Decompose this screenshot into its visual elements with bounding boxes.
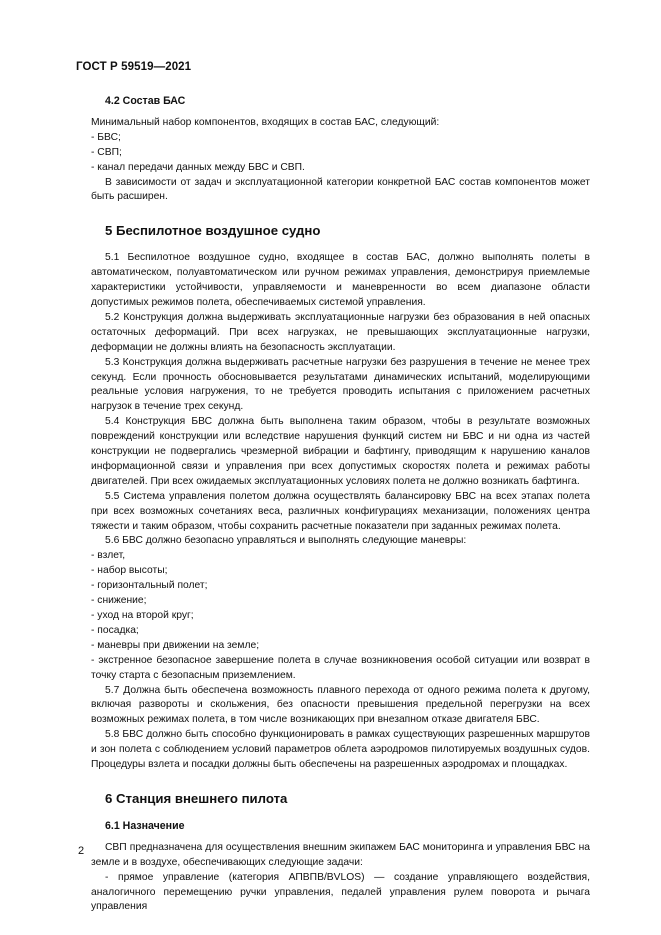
paragraph: 5.3 Конструкция должна выдерживать расчетные нагрузки без разрушения в течение не менее трех секунд. Если прочность обосновывается результатами динамических испытаний, моделирующими реальные условия нагружения, то не требуется проводить испытания с приложением расчетных нагрузок в течение трех секунд.: [91, 356, 590, 413]
paragraph: 5.1 Беспилотное воздушное судно, входящее в состав БАС, должно выполнять полеты в автоматическом, полуавтоматическом или ручном режимах управления, демонстрируя приемлемые характеристики устойчивости, управляемости и маневренности во всем диапазоне области допустимых режимов полета, обеспечиваемых системой управления.: [91, 252, 590, 308]
list-item: - СВП;: [91, 146, 122, 158]
section-6-1-heading: 6.1 Назначение: [105, 819, 185, 832]
page-content: [91, 94, 590, 915]
paragraph: 5.7 Должна быть обеспечена возможность плавного перехода от одного режима полета к другому, включая развороты и скольжения, без опасности превышения предельной перегрузки на всех возможных режимах полета, в том числе возникающих при внезапном отказе двигателя БВС.: [91, 684, 590, 726]
list-item: - маневры при движении на земле;: [91, 639, 260, 651]
section-4-2-heading: 4.2 Состав БАС: [105, 95, 186, 107]
list-item: - взлет,: [91, 550, 126, 562]
document-code: ГОСТ Р 59519—2021: [76, 61, 192, 73]
section-6-heading: 6 Станция внешнего пилота: [105, 790, 288, 806]
paragraph: СВП предназначена для осуществления внешним экипажем БАС мониторинга и управления БВС на земле и в воздухе, обеспечивающих следующие задачи:: [91, 841, 590, 868]
paragraph: Минимальный набор компонентов, входящих в состав БАС, следующий:: [91, 116, 440, 128]
list-item: - посадка;: [91, 624, 139, 636]
paragraph: 5.6 БВС должно безопасно управляться и выполнять следующие маневры:: [105, 535, 467, 547]
list-item: - БВС;: [91, 131, 121, 143]
paragraph: В зависимости от задач и эксплуатационной категории конкретной БАС состав компонентов может быть расширен.: [91, 176, 590, 203]
list-item: - экстренное безопасное завершение полета в случае возникновения особой ситуации или возврат в точку старта с безопасным приземлением.: [91, 654, 590, 681]
list-item: - снижение;: [91, 595, 147, 607]
list-item: - канал передачи данных между БВС и СВП.: [91, 161, 305, 173]
paragraph: 5.5 Система управления полетом должна осуществлять балансировку БВС на всех этапах полета при всех возможных сочетаниях веса, различных конфигурациях механизации, положениях центра тяжести и таким образом, чтобы сохранить расчетные показатели при заданных режимах полета.: [91, 490, 590, 532]
list-item: - горизонтальный полет;: [91, 580, 208, 592]
paragraph: 5.8 БВС должно быть способно функционировать в рамках существующих разрешенных маршрутов и зон полета с соблюдением условий параметров облета аэродромов пилотируемых воздушных судов. Процедуры взлета и посадки должны быть обеспечены на разрешенных аэродромах и площадках.: [91, 729, 590, 771]
list-item: - набор высоты;: [91, 565, 168, 577]
paragraph: 5.4 Конструкция БВС должна быть выполнена таким образом, чтобы в результате возможных повреждений конструкции или вследствие нарушения функций систем ни БВС и ни одна из частей конструкции не подвергались чрезмерной вибрации и бафтингу, приводящим к нарушению каналов информационной связи и управления при всех допустимых скоростях полета и режимах работы двигателей. При всех ожидаемых эксплуатационных условиях полета не должно возникать бафтинга.: [91, 416, 590, 487]
paragraph: - прямое управление (категория АПВПВ/BVLOS) — создание управляющего воздействия, аналогичного перемещению ручки управления, педалей управления рулем поворота и рычага управления: [91, 871, 590, 913]
section-5-heading: 5 Беспилотное воздушное судно: [105, 223, 321, 239]
paragraph: 5.2 Конструкция должна выдерживать эксплуатационные нагрузки без образования в ней опасных остаточных деформаций. При всех нагрузках, не превышающих эксплуатационные нагрузки, деформации не должны влиять на безопасность эксплуатации.: [91, 311, 590, 353]
page-number: 2: [78, 845, 85, 857]
list-item: - уход на второй круг;: [91, 610, 194, 621]
